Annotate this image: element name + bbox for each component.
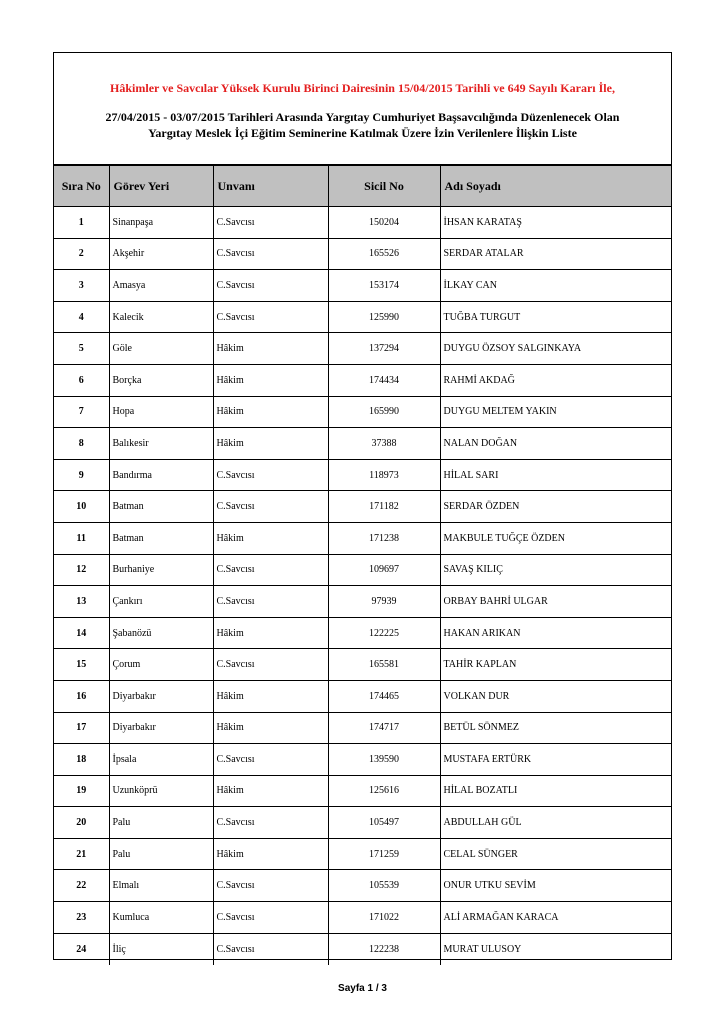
cell-sicil-no: 139590 [328, 744, 440, 776]
cell-sicil-no: 125616 [328, 775, 440, 807]
cell-sicil-no: 37388 [328, 428, 440, 460]
table-row [54, 649, 671, 681]
cell-sicil-no: 171182 [328, 491, 440, 523]
cell-adi-soyadi: VOLKAN DUR [440, 680, 671, 712]
cell-unvani: Hâkim [213, 333, 328, 365]
cell-sira-no: 4 [54, 301, 109, 333]
cell-gorev-yeri: Borçka [109, 364, 213, 396]
cell-sira-no: 22 [54, 870, 109, 902]
table-row [54, 554, 671, 586]
table-row [54, 491, 671, 523]
cell-unvani: Hâkim [213, 680, 328, 712]
cell-sira-no: 23 [54, 902, 109, 934]
cell-sira-no: 1 [54, 207, 109, 239]
cell-adi-soyadi: MURAT ULUSOY [440, 933, 671, 965]
cell-unvani: Hâkim [213, 364, 328, 396]
cell-sira-no: 3 [54, 270, 109, 302]
cell-sira-no: 13 [54, 586, 109, 618]
cell-sira-no: 11 [54, 522, 109, 554]
cell-sicil-no: 105497 [328, 807, 440, 839]
cell-adi-soyadi: BETÜL SÖNMEZ [440, 712, 671, 744]
cell-gorev-yeri: İpsala [109, 744, 213, 776]
cell-unvani: C.Savcısı [213, 586, 328, 618]
cell-sira-no: 7 [54, 396, 109, 428]
table-row [54, 680, 671, 712]
column-header-unvani: Unvanı [213, 166, 328, 207]
list-title-line-1: 27/04/2015 - 03/07/2015 Tarihleri Arasında Yargıtay Cumhuriyet Başsavcılığında Düzenlenecek Olan [105, 110, 620, 124]
cell-gorev-yeri: Diyarbakır [109, 712, 213, 744]
cell-adi-soyadi: RAHMİ AKDAĞ [440, 364, 671, 396]
table-row [54, 807, 671, 839]
cell-sicil-no: 125990 [328, 301, 440, 333]
cell-adi-soyadi: ORBAY BAHRİ ULGAR [440, 586, 671, 618]
decision-title: Hâkimler ve Savcılar Yüksek Kurulu Birinci Dairesinin 15/04/2015 Tarihli ve 649 Sayılı Kararı İle, [110, 81, 615, 95]
cell-sicil-no: 174434 [328, 364, 440, 396]
table-row [54, 238, 671, 270]
list-title-line-2: Yargıtay Meslek İçi Eğitim Seminerine Katılmak Üzere İzin Verilenlere İlişkin Liste [148, 126, 577, 140]
cell-unvani: C.Savcısı [213, 301, 328, 333]
cell-sira-no: 5 [54, 333, 109, 365]
cell-sicil-no: 105539 [328, 870, 440, 902]
cell-unvani: Hâkim [213, 775, 328, 807]
cell-adi-soyadi: TUĞBA TURGUT [440, 301, 671, 333]
table-row [54, 775, 671, 807]
cell-adi-soyadi: MAKBULE TUĞÇE ÖZDEN [440, 522, 671, 554]
cell-sicil-no: 165581 [328, 649, 440, 681]
cell-gorev-yeri: Palu [109, 807, 213, 839]
cell-adi-soyadi: DUYGU MELTEM YAKIN [440, 396, 671, 428]
cell-adi-soyadi: TAHİR KAPLAN [440, 649, 671, 681]
cell-gorev-yeri: Göle [109, 333, 213, 365]
cell-sicil-no: 174465 [328, 680, 440, 712]
cell-gorev-yeri: Akşehir [109, 238, 213, 270]
table-row [54, 207, 671, 239]
cell-sicil-no: 165526 [328, 238, 440, 270]
cell-unvani: C.Savcısı [213, 902, 328, 934]
cell-sicil-no: 97939 [328, 586, 440, 618]
cell-gorev-yeri: Amasya [109, 270, 213, 302]
cell-sicil-no: 137294 [328, 333, 440, 365]
cell-unvani: C.Savcısı [213, 807, 328, 839]
cell-sira-no: 16 [54, 680, 109, 712]
table-row [54, 933, 671, 965]
cell-gorev-yeri: Batman [109, 491, 213, 523]
cell-unvani: Hâkim [213, 712, 328, 744]
column-header-sira-no: Sıra No [54, 166, 109, 207]
column-header-gorev-yeri: Görev Yeri [109, 166, 213, 207]
cell-sicil-no: 174717 [328, 712, 440, 744]
title-block [54, 53, 671, 165]
cell-adi-soyadi: ALİ ARMAĞAN KARACA [440, 902, 671, 934]
cell-sicil-no: 153174 [328, 270, 440, 302]
cell-sicil-no: 171238 [328, 522, 440, 554]
cell-adi-soyadi: ABDULLAH GÜL [440, 807, 671, 839]
cell-unvani: Hâkim [213, 428, 328, 460]
cell-gorev-yeri: Balıkesir [109, 428, 213, 460]
table-header-row [54, 166, 671, 207]
cell-sicil-no: 109697 [328, 554, 440, 586]
cell-sicil-no: 122225 [328, 617, 440, 649]
cell-sicil-no: 171022 [328, 902, 440, 934]
cell-gorev-yeri: Diyarbakır [109, 680, 213, 712]
table-row [54, 301, 671, 333]
cell-sira-no: 2 [54, 238, 109, 270]
cell-adi-soyadi: SERDAR ATALAR [440, 238, 671, 270]
cell-sira-no: 15 [54, 649, 109, 681]
table-row [54, 870, 671, 902]
table-row [54, 712, 671, 744]
cell-adi-soyadi: HİLAL BOZATLI [440, 775, 671, 807]
column-header-sicil-no: Sicil No [328, 166, 440, 207]
cell-adi-soyadi: NALAN DOĞAN [440, 428, 671, 460]
cell-unvani: Hâkim [213, 522, 328, 554]
cell-sicil-no: 171259 [328, 838, 440, 870]
cell-sira-no: 24 [54, 933, 109, 965]
cell-gorev-yeri: Çorum [109, 649, 213, 681]
cell-adi-soyadi: HİLAL SARI [440, 459, 671, 491]
cell-gorev-yeri: Kumluca [109, 902, 213, 934]
cell-sicil-no: 122238 [328, 933, 440, 965]
participant-table [54, 165, 671, 965]
cell-sira-no: 21 [54, 838, 109, 870]
table-row [54, 522, 671, 554]
cell-adi-soyadi: MUSTAFA ERTÜRK [440, 744, 671, 776]
cell-sira-no: 12 [54, 554, 109, 586]
cell-gorev-yeri: Elmalı [109, 870, 213, 902]
cell-sira-no: 10 [54, 491, 109, 523]
table-row [54, 333, 671, 365]
cell-sicil-no: 150204 [328, 207, 440, 239]
cell-sira-no: 8 [54, 428, 109, 460]
cell-adi-soyadi: ONUR UTKU SEVİM [440, 870, 671, 902]
table-row [54, 428, 671, 460]
document-frame [53, 52, 672, 960]
cell-adi-soyadi: İHSAN KARATAŞ [440, 207, 671, 239]
cell-gorev-yeri: İliç [109, 933, 213, 965]
cell-gorev-yeri: Sinanpaşa [109, 207, 213, 239]
cell-sira-no: 18 [54, 744, 109, 776]
cell-gorev-yeri: Palu [109, 838, 213, 870]
cell-gorev-yeri: Burhaniye [109, 554, 213, 586]
table-row [54, 838, 671, 870]
cell-sicil-no: 118973 [328, 459, 440, 491]
table-row [54, 270, 671, 302]
cell-unvani: C.Savcısı [213, 870, 328, 902]
cell-unvani: C.Savcısı [213, 649, 328, 681]
cell-unvani: C.Savcısı [213, 238, 328, 270]
page-number: Sayfa 1 / 3 [338, 983, 387, 994]
cell-sira-no: 19 [54, 775, 109, 807]
table-row [54, 744, 671, 776]
cell-unvani: C.Savcısı [213, 207, 328, 239]
cell-unvani: C.Savcısı [213, 933, 328, 965]
cell-gorev-yeri: Kalecik [109, 301, 213, 333]
cell-sira-no: 6 [54, 364, 109, 396]
cell-sira-no: 14 [54, 617, 109, 649]
cell-unvani: Hâkim [213, 396, 328, 428]
cell-sira-no: 17 [54, 712, 109, 744]
cell-unvani: C.Savcısı [213, 459, 328, 491]
cell-adi-soyadi: SAVAŞ KILIÇ [440, 554, 671, 586]
cell-sira-no: 9 [54, 459, 109, 491]
table-row [54, 586, 671, 618]
cell-unvani: C.Savcısı [213, 491, 328, 523]
column-header-adi-soyadi: Adı Soyadı [440, 166, 671, 207]
cell-unvani: Hâkim [213, 838, 328, 870]
cell-adi-soyadi: İLKAY CAN [440, 270, 671, 302]
cell-unvani: C.Savcısı [213, 744, 328, 776]
cell-gorev-yeri: Çankırı [109, 586, 213, 618]
cell-gorev-yeri: Hopa [109, 396, 213, 428]
cell-gorev-yeri: Şabanözü [109, 617, 213, 649]
cell-unvani: C.Savcısı [213, 270, 328, 302]
table-row [54, 396, 671, 428]
cell-gorev-yeri: Uzunköprü [109, 775, 213, 807]
cell-adi-soyadi: CELAL SÜNGER [440, 838, 671, 870]
cell-sira-no: 20 [54, 807, 109, 839]
table-row [54, 617, 671, 649]
cell-adi-soyadi: DUYGU ÖZSOY SALGINKAYA [440, 333, 671, 365]
cell-adi-soyadi: SERDAR ÖZDEN [440, 491, 671, 523]
table-row [54, 902, 671, 934]
cell-sicil-no: 165990 [328, 396, 440, 428]
cell-unvani: C.Savcısı [213, 554, 328, 586]
cell-adi-soyadi: HAKAN ARIKAN [440, 617, 671, 649]
table-row [54, 364, 671, 396]
table-row [54, 459, 671, 491]
cell-gorev-yeri: Batman [109, 522, 213, 554]
cell-gorev-yeri: Bandırma [109, 459, 213, 491]
table-body [54, 207, 671, 965]
cell-unvani: Hâkim [213, 617, 328, 649]
